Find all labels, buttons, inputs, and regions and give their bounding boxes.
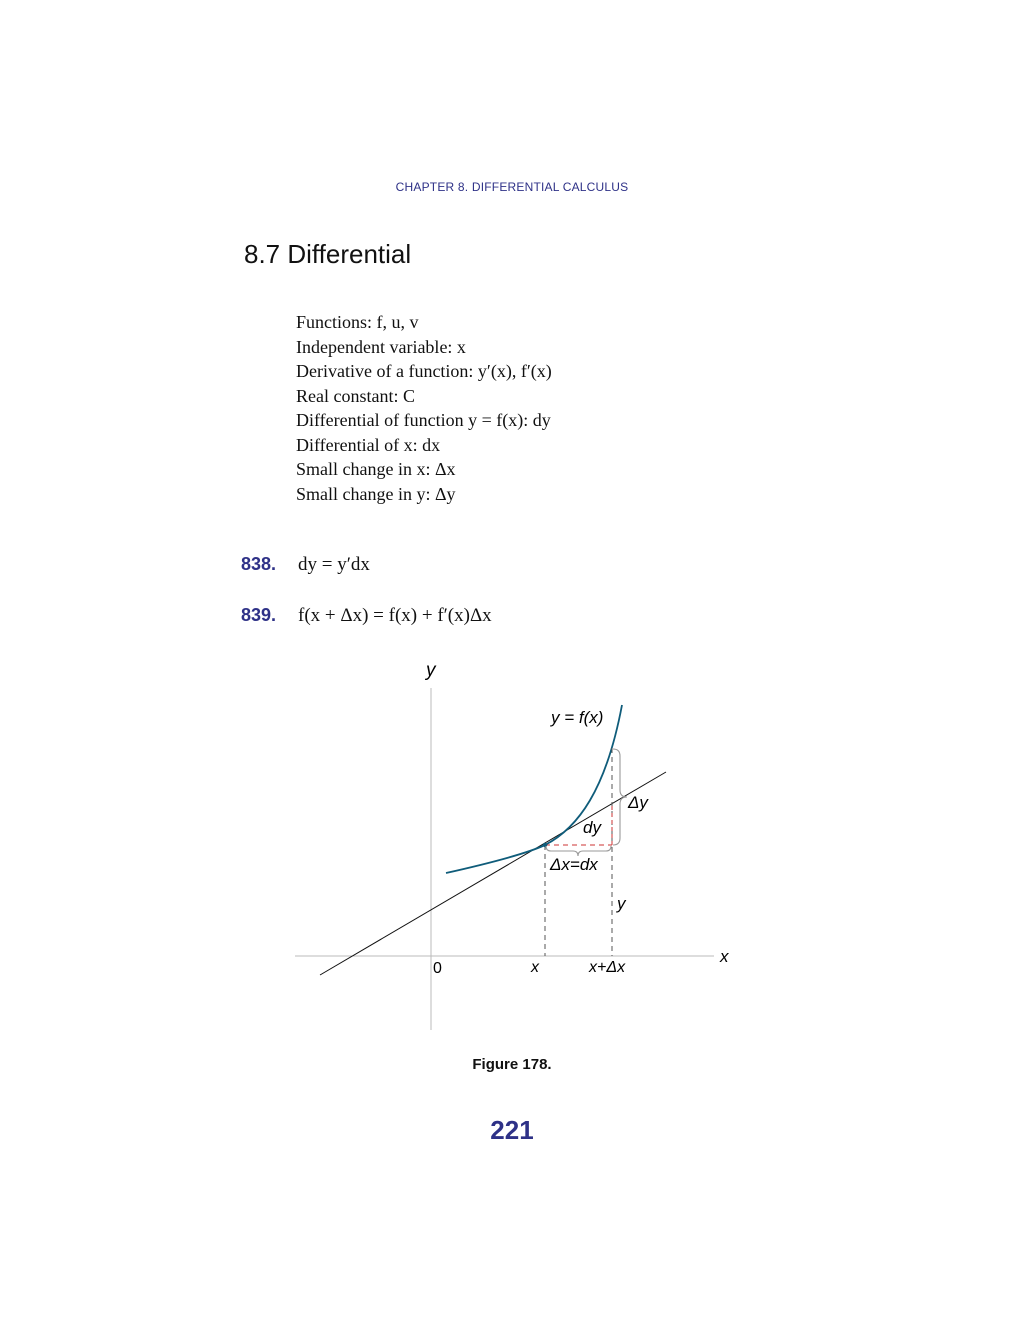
dy-label: dy <box>583 818 601 837</box>
y-axis-label: y <box>426 660 436 681</box>
x-tick-label: x <box>531 959 539 976</box>
notation-item: Differential of x: dx <box>296 434 441 455</box>
x-plus-dx-tick-label: x+Δx <box>589 959 626 976</box>
curve-y-f-x <box>446 705 622 873</box>
formula-expression: f(x + Δx) = f(x) + f′(x)Δx <box>298 605 492 626</box>
notation-item: Small change in y: Δy <box>296 483 456 504</box>
notation-item: Small change in x: Δx <box>296 459 456 479</box>
notation-item: Derivative of a function: y′(x), f′(x) <box>296 361 552 381</box>
x-axis-label: x <box>720 947 729 966</box>
page-number: 221 <box>490 1115 534 1145</box>
tangent-line <box>320 772 666 975</box>
brace-delta-y <box>613 749 627 845</box>
delta-x-label: Δx=dx <box>550 855 598 874</box>
figure-caption: Figure 178. <box>472 1056 552 1073</box>
formula-number: 839. <box>241 605 277 625</box>
y-height-label: y <box>617 894 626 913</box>
notation-item: Real constant: C <box>296 385 415 406</box>
origin-label: 0 <box>433 960 442 977</box>
formula-number: 838. <box>241 554 277 574</box>
formula-expression: dy = y′dx <box>298 554 370 575</box>
notation-item: Functions: f, u, v <box>296 312 419 332</box>
curve-label: y = f(x) <box>551 708 604 727</box>
notation-item: Independent variable: x <box>296 336 466 357</box>
delta-y-label: Δy <box>628 793 648 812</box>
section-title: 8.7 Differential <box>244 239 412 269</box>
notation-item: Differential of function y = f(x): dy <box>296 410 551 430</box>
chapter-header: CHAPTER 8. DIFFERENTIAL CALCULUS <box>395 180 629 194</box>
